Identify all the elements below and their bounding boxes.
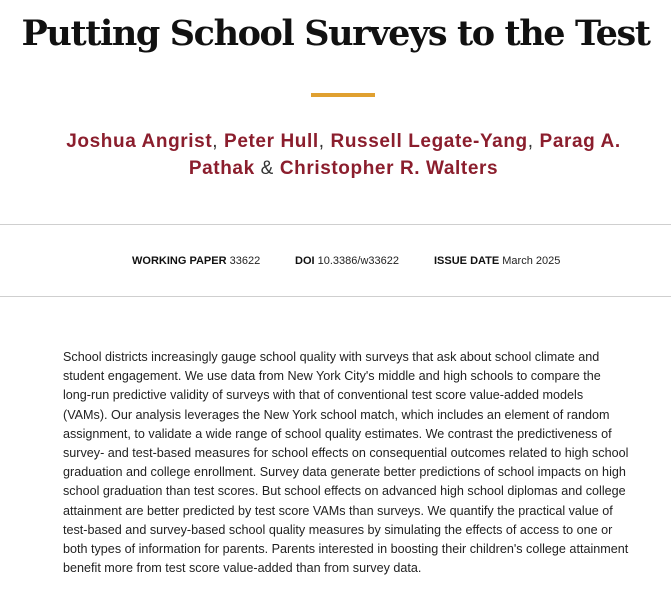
issue-date-label: ISSUE DATE: [434, 255, 500, 267]
title-accent-divider: [311, 93, 375, 97]
doi-value: 10.3386/w33622: [317, 255, 399, 267]
author-list: [60, 128, 627, 182]
working-paper-number: 33622: [229, 255, 261, 267]
author-link[interactable]: Christopher R. Walters: [279, 158, 499, 179]
working-paper-label: WORKING PAPER: [132, 255, 227, 267]
paper-title: Putting School Surveys to the Test: [21, 13, 650, 54]
author-separator: &: [260, 158, 274, 179]
doi-label: DOI: [295, 255, 315, 267]
meta-divider-top: [0, 224, 671, 225]
author-link[interactable]: Parag A. Pathak: [188, 131, 621, 179]
abstract-text: School districts increasingly gauge school quality with surveys that ask about school climate and student engagement. We use data from New York City's middle and high schools to compare the long-run predictive validity of surveys with that of conventional test score value-added models (VAMs). Our analysis leverages the New York school match, which includes an element of random assignment, to validate a wide range of school quality estimates. We contrast the predictiveness of survey- and test-based measures for school effects on consequential outcomes related to high school graduation and college enrollment. Survey data generate better predictions of school impacts on high school graduation than test scores. But school effects on advanced high school diplomas and college attainment are better predicted by test score VAMs than surveys. We quantify the practical value of test-based and survey-based school quality measures by simulating the effects of access to one or both types of information for parents. Parents interested in boosting their children's college attainment benefit more from test score value-added than from survey data.: [63, 350, 629, 576]
author-link[interactable]: Peter Hull: [224, 131, 319, 152]
author-separator: ,: [527, 131, 534, 152]
issue-date-value: March 2025: [502, 255, 561, 267]
author-link[interactable]: Joshua Angrist: [66, 131, 213, 152]
author-link[interactable]: Russell Legate-Yang: [330, 131, 528, 152]
meta-divider-bottom: [0, 296, 671, 297]
author-separator: ,: [212, 131, 219, 152]
working-paper-meta: [132, 254, 260, 268]
author-separator: ,: [318, 131, 325, 152]
doi-meta: [295, 254, 399, 268]
issue-date-meta: [434, 254, 560, 268]
